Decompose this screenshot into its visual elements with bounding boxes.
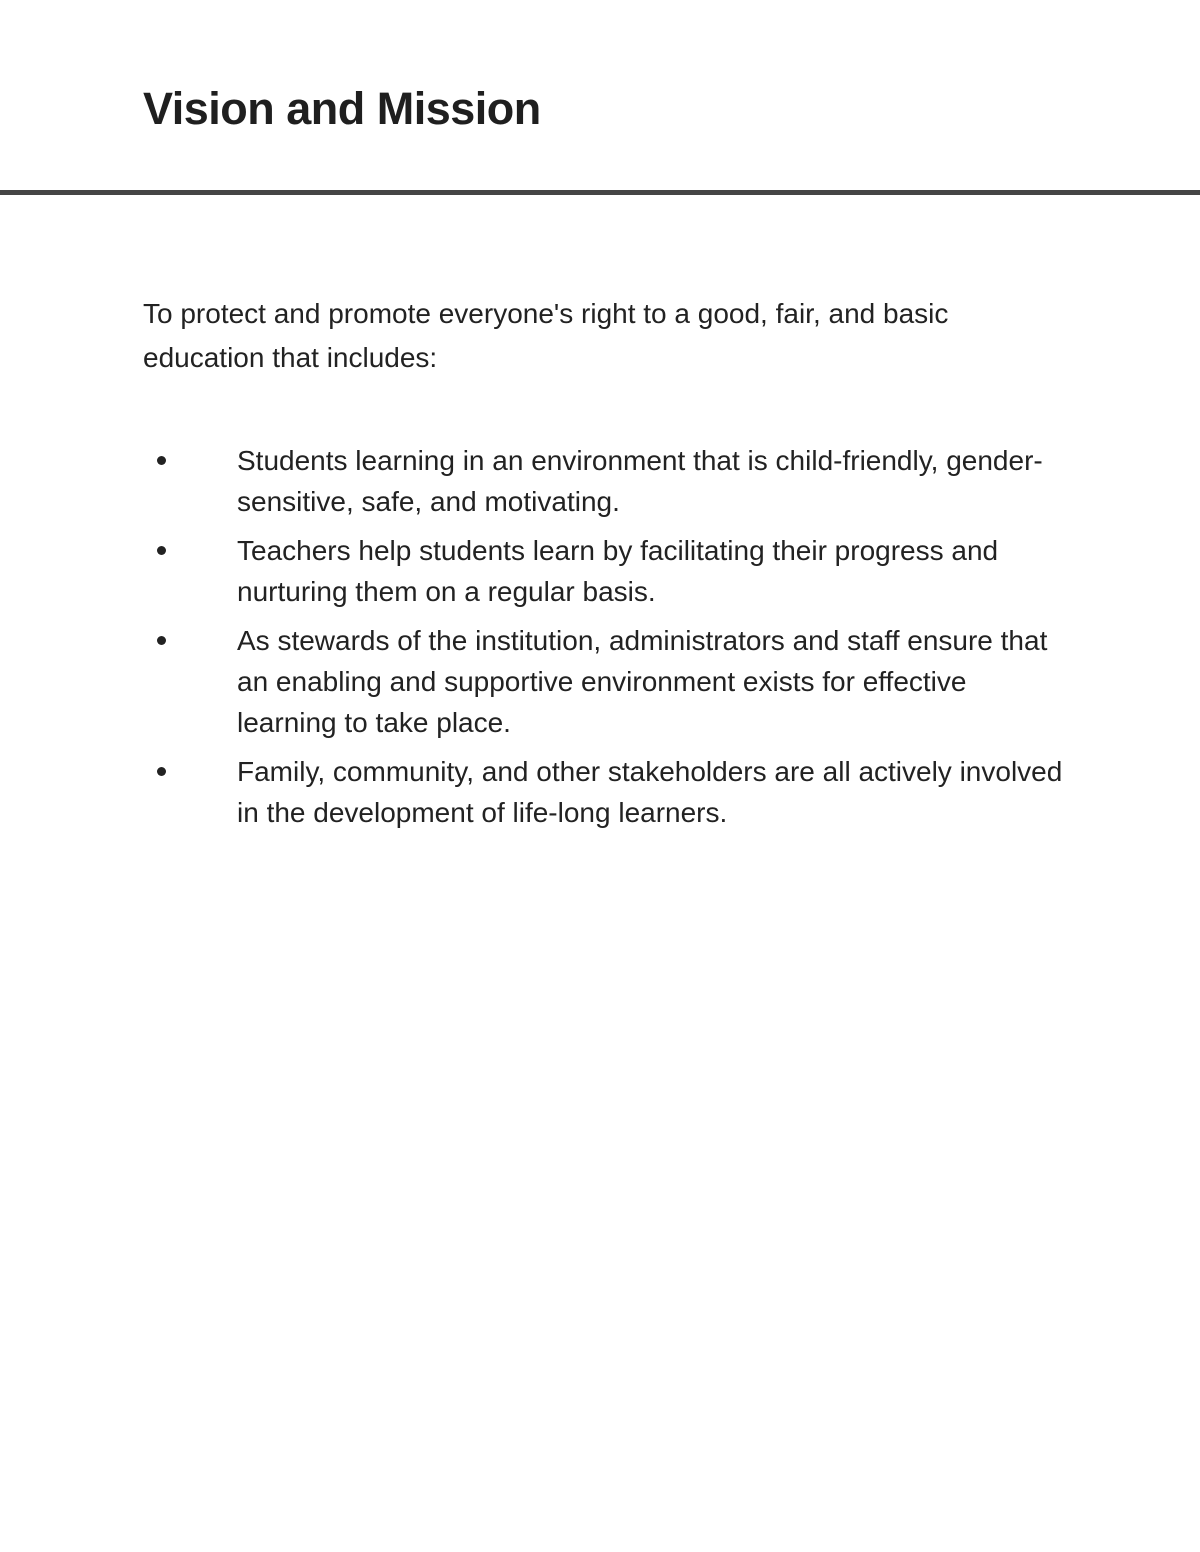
- bullet-icon: [157, 546, 166, 555]
- list-item: [143, 620, 1063, 743]
- list-item-text: Students learning in an environment that is child-friendly, gender-sensitive, safe, and motivating.: [237, 445, 1043, 517]
- list-item: [143, 530, 1063, 612]
- bullet-icon: [157, 456, 166, 465]
- title-divider: [0, 190, 1200, 195]
- page-title: Vision and Mission: [143, 83, 541, 134]
- bullet-icon: [157, 767, 166, 776]
- mission-bullet-list: [143, 440, 1063, 841]
- list-item: [143, 751, 1063, 833]
- list-item-text: Family, community, and other stakeholders are all actively involved in the development of life-long learners.: [237, 756, 1063, 828]
- intro-paragraph: To protect and promote everyone's right to a good, fair, and basic education that includes:: [143, 298, 949, 373]
- list-item-text: As stewards of the institution, administrators and staff ensure that an enabling and supportive environment exists for effective learning to take place.: [237, 625, 1048, 738]
- bullet-icon: [157, 636, 166, 645]
- list-item: [143, 440, 1063, 522]
- list-item-text: Teachers help students learn by facilitating their progress and nurturing them on a regular basis.: [237, 535, 999, 607]
